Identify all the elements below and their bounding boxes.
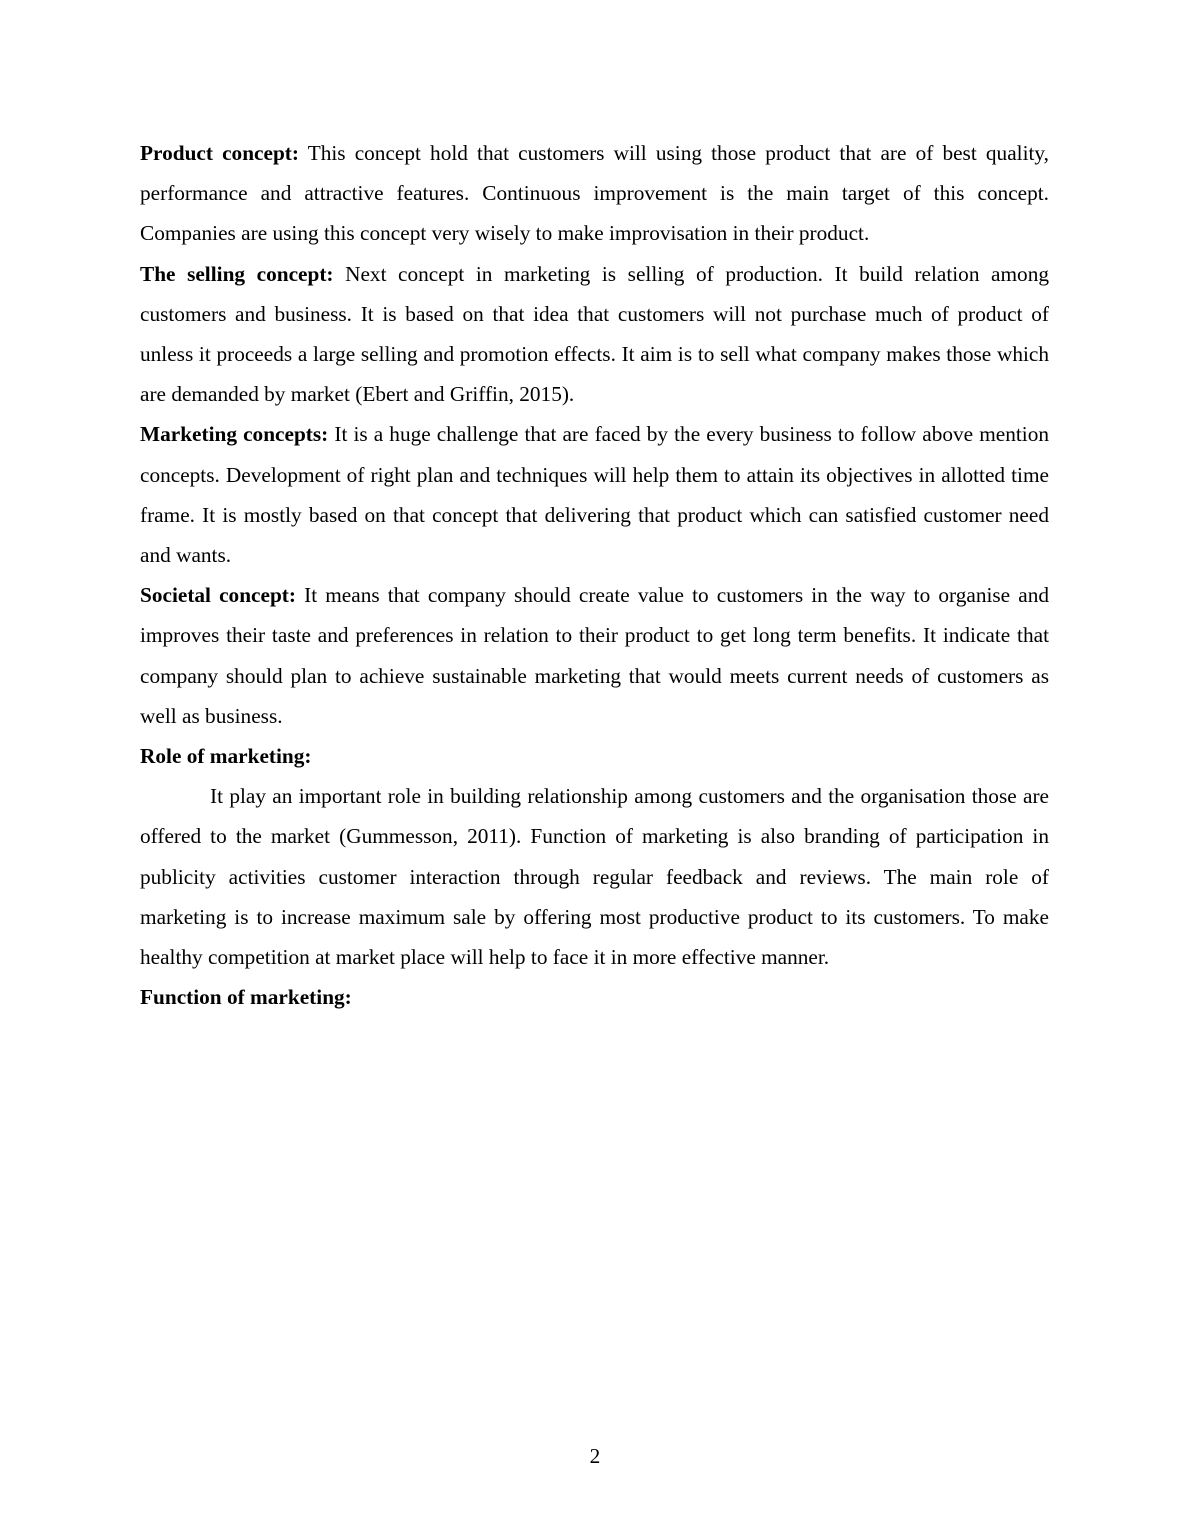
marketing-concept-text: It is a huge challenge that are faced by the every business to follow above mention concepts. Development of right plan and techniques will help them to attain its objectives in allotted time frame. It is mostly based on that concept that delivering that product which can satisfied customer need and wants.	[140, 422, 1049, 568]
societal-concept-text: It means that company should create value to customers in the way to organise and improves their taste and preferences in relation to their product to get long term benefits. It indicate that company should plan to achieve sustainable marketing that would meets current needs of customers as well as business.	[140, 583, 1049, 728]
selling-concept-paragraph	[140, 254, 1049, 415]
societal-concept-paragraph	[140, 575, 1049, 736]
selling-concept-text: Next concept in marketing is selling of production. It build relation among customers and business. It is based on that idea that customers will not purchase much of product of unless it proceeds a large selling and promotion effects. It aim is to sell what company makes those which are demanded by market (Ebert and Griffin, 2015).	[140, 261, 1050, 407]
role-of-marketing-heading: Role of marketing:	[140, 744, 312, 769]
marketing-concept-paragraph	[140, 414, 1049, 575]
product-concept-text: This concept hold that customers will using those product that are of best quality, performance and attractive features. Continuous improvement is the main target of this concept. Companies are using this concept very wisely to make improvisation in their product.	[140, 141, 1049, 246]
marketing-concept-term: Marketing concepts:	[140, 422, 329, 447]
selling-concept-term: The selling concept:	[140, 261, 334, 286]
societal-concept-term: Societal concept:	[140, 583, 296, 608]
function-of-marketing-heading: Function of marketing:	[140, 985, 352, 1010]
role-of-marketing-paragraph: It play an important role in building relationship among customers and the organisation those are offered to the market (Gummesson, 2011). Function of marketing is also branding of participation in publicity activities customer interaction through regular feedback and reviews. The main role of marketing is to increase maximum sale by offering most productive product to its customers. To make healthy competition at market place will help to face it in more effective manner.	[140, 784, 1049, 970]
page-body	[140, 133, 1049, 1017]
product-concept-paragraph	[140, 133, 1049, 254]
page-number: 2	[589, 1444, 601, 1468]
product-concept-term: Product concept:	[140, 141, 299, 165]
